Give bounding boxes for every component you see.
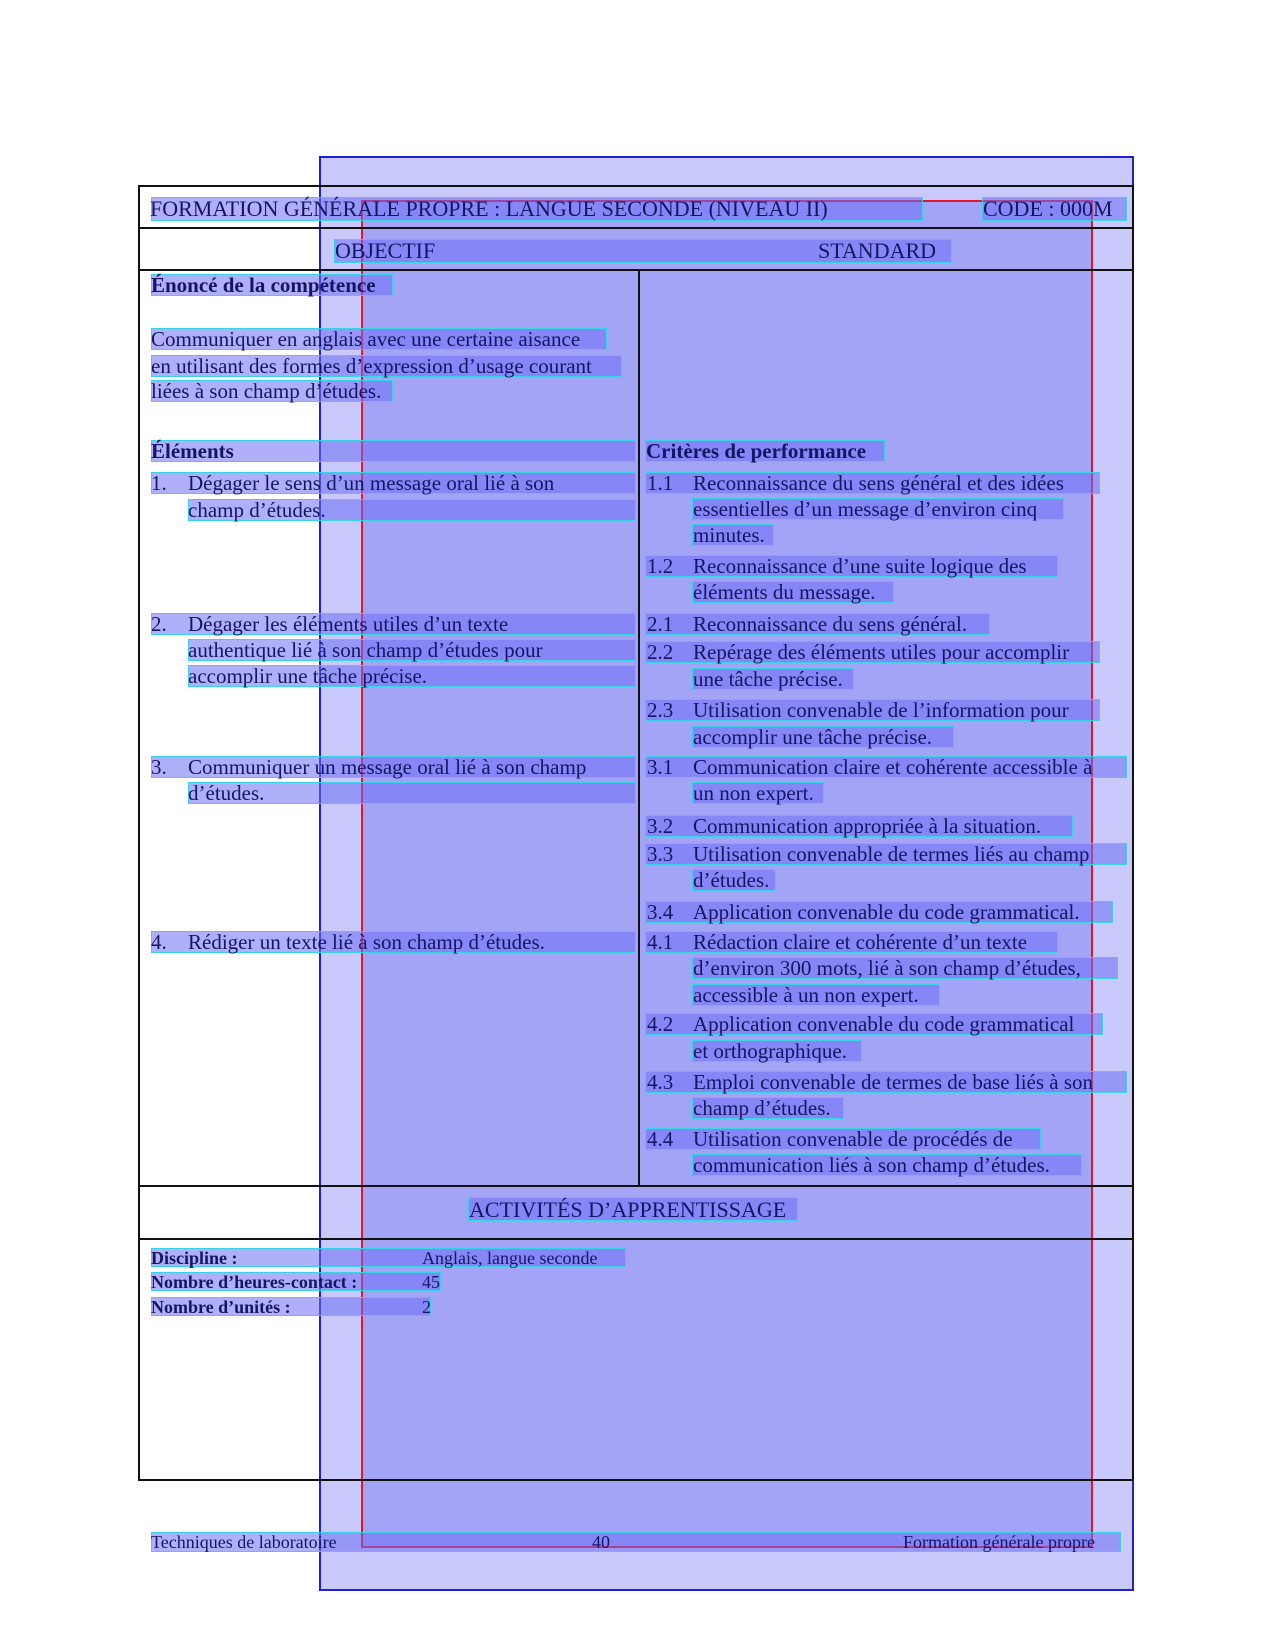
element-line: d’études.: [188, 781, 265, 805]
table-right-border: [1132, 185, 1134, 1481]
criterion-number: 1.1: [647, 471, 674, 495]
criterion-line: Utilisation convenable de l’information pour: [693, 698, 1069, 722]
elements-heading: Éléments: [151, 439, 234, 463]
criterion-line: Utilisation convenable de termes liés au champ: [693, 842, 1090, 866]
element-number: 1.: [151, 471, 167, 495]
criterion-line: un non expert.: [693, 781, 814, 805]
criterion-line: une tâche précise.: [693, 667, 843, 691]
activities-heading: ACTIVITÉS D’APPRENTISSAGE: [469, 1197, 787, 1222]
criterion-line: éléments du message.: [693, 580, 876, 604]
competence-heading: Énoncé de la compétence: [151, 273, 376, 297]
table-bottom-border: [138, 1479, 1134, 1481]
element-line: Dégager les éléments utiles d’un texte: [188, 612, 509, 636]
element-number: 4.: [151, 930, 167, 954]
criterion-line: Application convenable du code grammatical: [693, 1012, 1075, 1036]
column-header-border: [138, 269, 1134, 271]
criterion-line: Reconnaissance du sens général.: [693, 612, 968, 636]
criterion-line: Rédaction claire et cohérente d’un texte: [693, 930, 1028, 954]
criterion-number: 1.2: [647, 554, 674, 578]
criterion-number: 4.1: [647, 930, 674, 954]
column-header-objectif: OBJECTIF: [335, 238, 436, 263]
footer-page-number: 40: [592, 1532, 610, 1552]
criterion-number: 4.3: [647, 1070, 674, 1094]
table-top-border: [138, 185, 1134, 187]
criterion-number: 4.2: [647, 1012, 674, 1036]
element-line: Dégager le sens d’un message oral lié à son: [188, 471, 555, 495]
course-code: CODE : 000M: [983, 196, 1113, 221]
competence-line: en utilisant des formes d’expression d’usage courant: [151, 354, 592, 378]
criterion-number: 2.1: [647, 612, 674, 636]
table-left-border: [138, 185, 140, 1481]
element-line: Rédiger un texte lié à son champ d’études.: [188, 930, 545, 954]
activity-label: Discipline :: [151, 1248, 238, 1268]
element-line: champ d’études.: [188, 498, 326, 522]
criterion-number: 3.1: [647, 755, 674, 779]
element-line: accomplir une tâche précise.: [188, 664, 428, 688]
criterion-line: Application convenable du code grammatical.: [693, 900, 1080, 924]
criterion-line: et orthographique.: [693, 1039, 847, 1063]
activity-value: Anglais, langue seconde: [422, 1248, 598, 1268]
competence-line: liées à son champ d’études.: [151, 379, 382, 403]
competence-line: Communiquer en anglais avec une certaine aisance: [151, 327, 581, 351]
criterion-number: 3.2: [647, 814, 674, 838]
criterion-line: d’environ 300 mots, lié à son champ d’études,: [693, 956, 1081, 980]
criterion-line: Communication claire et cohérente accessible à: [693, 755, 1093, 779]
activity-label: Nombre d’unités :: [151, 1297, 291, 1317]
criterion-line: communication liés à son champ d’études.: [693, 1153, 1050, 1177]
criterion-number: 2.3: [647, 698, 674, 722]
page-title: FORMATION GÉNÉRALE PROPRE : LANGUE SECONDE (NIVEAU II): [150, 196, 828, 221]
criteria-heading: Critères de performance: [646, 439, 867, 463]
footer-program: Techniques de laboratoire: [151, 1532, 337, 1552]
criterion-line: champ d’études.: [693, 1096, 831, 1120]
activities-heading-border: [138, 1238, 1134, 1240]
criterion-line: d’études.: [693, 868, 770, 892]
activity-value: 2: [422, 1297, 431, 1317]
criterion-line: accomplir une tâche précise.: [693, 725, 933, 749]
activity-label: Nombre d’heures-contact :: [151, 1272, 358, 1292]
element-line: authentique lié à son champ d’études pour: [188, 638, 543, 662]
criterion-line: Utilisation convenable de procédés de: [693, 1127, 1013, 1151]
criterion-line: accessible à un non expert.: [693, 983, 919, 1007]
element-number: 2.: [151, 612, 167, 636]
criterion-line: Communication appropriée à la situation.: [693, 814, 1042, 838]
criterion-line: essentielles d’un message d’environ cinq: [693, 497, 1038, 521]
criterion-line: minutes.: [693, 523, 765, 547]
body-bottom-border: [138, 1185, 1134, 1187]
criterion-number: 4.4: [647, 1127, 674, 1151]
criterion-line: Reconnaissance du sens général et des idées: [693, 471, 1064, 495]
column-divider: [638, 269, 640, 1187]
activity-value: 45: [422, 1272, 440, 1292]
criterion-number: 3.3: [647, 842, 674, 866]
element-line: Communiquer un message oral lié à son champ: [188, 755, 587, 779]
footer-section: Formation générale propre: [903, 1532, 1095, 1552]
criterion-line: Emploi convenable de termes de base liés à son: [693, 1070, 1094, 1094]
criterion-line: Reconnaissance d’une suite logique des: [693, 554, 1027, 578]
column-header-standard: STANDARD: [818, 238, 937, 263]
criterion-number: 3.4: [647, 900, 674, 924]
criterion-number: 2.2: [647, 640, 674, 664]
title-row-border: [138, 227, 1134, 229]
element-number: 3.: [151, 755, 167, 779]
criterion-line: Repérage des éléments utiles pour accomplir: [693, 640, 1070, 664]
